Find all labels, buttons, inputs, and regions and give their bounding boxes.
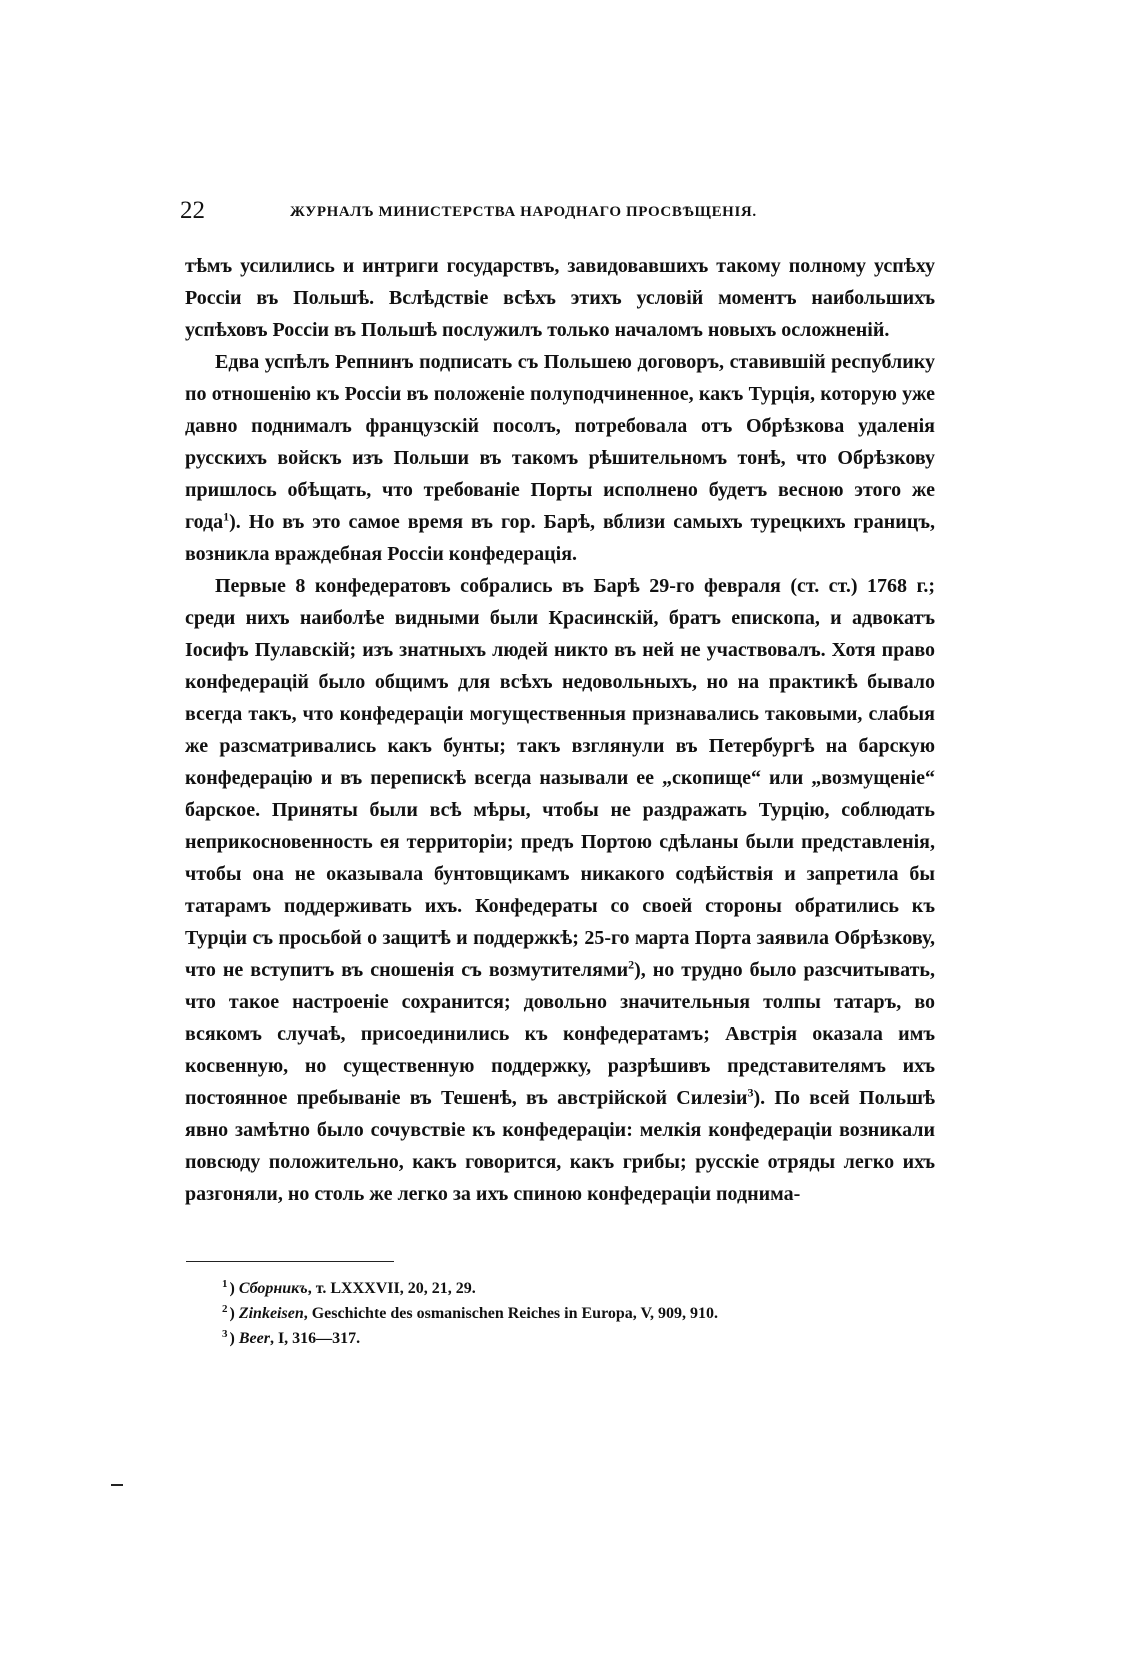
running-title: ЖУРНАЛЪ МИНИСТЕРСТВА НАРОДНАГО ПРОСВѢЩЕНІЯ. xyxy=(290,204,757,220)
footnote-3: $^3$ ) Beer, I, 316—317. xyxy=(222,1327,361,1347)
page-number: 22 xyxy=(180,197,205,224)
page-header xyxy=(180,197,940,237)
margin-mark xyxy=(111,1484,123,1486)
footnote-divider xyxy=(186,1261,394,1262)
footnote-1: $^1$ ) Сборникъ, т. LXXXVII, 20, 21, 29. xyxy=(222,1277,476,1297)
paragraph-3: Первые 8 конфедератовъ собрались въ Барѣ 29-го февраля (ст. ст.) 1768 г.; среди нихъ наиболѣе видными были Красинскій, братъ епископа, и адвокатъ Іосифъ Пулавскій; изъ знатныхъ людей никто въ ней не участвовалъ. Хотя право конфедерацій было общимъ для всѣхъ недовольныхъ, но на практикѣ бывало всегда такъ, что конфедераціи могущественныя признавались таковыми, слабыя же разсматривались какъ бунты; такъ взглянули въ Петербургѣ на барскую конфедерацію и въ перепискѣ всегда называли ее „скопище“ или „возмущеніе“ барское. Приняты были всѣ мѣры, чтобы не раздражать Турцію, соблюдать неприкосновенность ея территоріи; предъ Портою сдѣланы были представленія, чтобы она не оказывала бунтовщикамъ никакого содѣйствія и запретила бы татарамъ поддерживать ихъ. Конфедераты со своей стороны обратились къ Турціи съ просьбой о защитѣ и поддержкѣ; 25-го марта Порта заявила Обрѣзкову, что не вступитъ въ сношенія съ возмутителями$^2$), но трудно было разсчитывать, что такое настроеніе сохранится; довольно значительныя толпы татаръ, во всякомъ случаѣ, присоединились къ конфедератамъ; Австрія оказала имъ косвенную, но существенную поддержку, разрѣшивъ представителямъ ихъ постоянное пребываніе въ Тешенѣ, въ австрійской Силезіи$^3$). По всей Польшѣ явно замѣтно было сочувствіе къ конфедераціи: мелкія конфедераціи возникали повсюду положительно, какъ говорится, какъ грибы; русскіе отряды легко ихъ разгоняли, но столь же легко за ихъ спиною конфедераціи поднима- xyxy=(185,575,936,1205)
footnote-ref: 1 xyxy=(223,509,230,524)
body-text xyxy=(185,250,935,1210)
footnote-2: $^2$ ) Zinkeisen, Geschichte des osmanischen Reiches in Europa, V, 909, 910. xyxy=(222,1302,718,1322)
paragraph-1: тѣмъ усилились и интриги государствъ, завидовавшихъ такому полному успѣху Россіи въ Польшѣ. Вслѣдствіе всѣхъ этихъ условій моментъ наибольшихъ успѣховъ Россіи въ Польшѣ послужилъ только началомъ новыхъ осложненій. xyxy=(185,255,935,341)
footnote-ref: 2 xyxy=(628,957,635,972)
paragraph-2: Едва успѣлъ Репнинъ подписать съ Польшею договоръ, ставившій республику по отношенію къ Россіи въ положеніе полуподчиненное, какъ Турція, которую уже давно поднималъ французскій посолъ, потребовала отъ Обрѣзкова удаленія русскихъ войскъ изъ Польши въ такомъ рѣшительномъ тонѣ, что Обрѣзкову пришлось обѣщать, что требованіе Порты исполнено будетъ весною этого же года$^1$). Но въ это самое время въ гор. Барѣ, вблизи самыхъ турецкихъ границъ, возникла враждебная Россіи конфедерація. xyxy=(185,351,935,565)
footnotes xyxy=(222,1276,922,1351)
footnote-ref: 3 xyxy=(747,1085,754,1100)
